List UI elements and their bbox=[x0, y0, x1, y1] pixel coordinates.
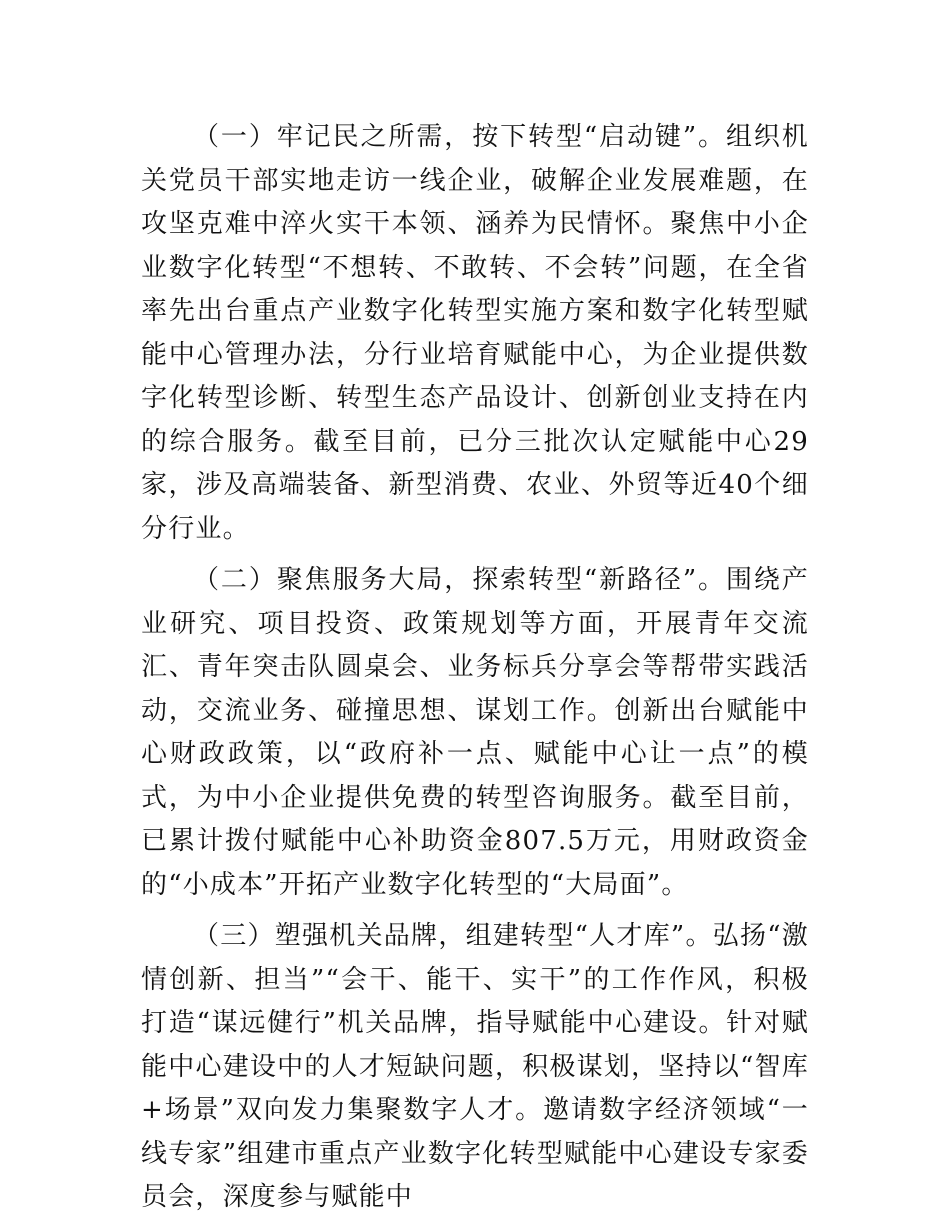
paragraph-2: （二）聚焦服务大局，探索转型“新路径”。围绕产业研究、项目投资、政策规划等方面，开展青年交流汇、青年突击队圆桌会、业务标兵分享会等帮带实践活动，交流业务、碰撞思想、谋划工作。创新出台赋能中心财政政策，以“政府补一点、赋能中心让一点”的模式，为中小企业提供免费的转型咨询服务。截至目前，已累计拨付赋能中心补助资金807.5万元，用财政资金的“小成本”开拓产业数字化转型的“大局面”。 bbox=[141, 565, 809, 900]
paragraph-1: （一）牢记民之所需，按下转型“启动键”。组织机关党员干部实地走访一线企业，破解企业发展难题，在攻坚克难中淬火实干本领、涵养为民情怀。聚焦中小企业数字化转型“不想转、不敢转、不会转”问题，在全省率先出台重点产业数字化转型实施方案和数字化转型赋能中心管理办法，分行业培育赋能中心，为企业提供数字化转型诊断、转型生态产品设计、创新创业支持在内的综合服务。截至目前，已分三批次认定赋能中心29家，涉及高端装备、新型消费、农业、外贸等近40个细分行业。 bbox=[141, 122, 809, 544]
document-body bbox=[141, 116, 809, 1220]
paragraph-3: （三）塑强机关品牌，组建转型“人才库”。弘扬“激情创新、担当”“会干、能干、实干”的工作作风，积极打造“谋远健行”机关品牌，指导赋能中心建设。针对赋能中心建设中的人才短缺问题，积极谋划，坚持以“智库+场景”双向发力集聚数字人才。邀请数字经济领域“一线专家”组建市重点产业数字化转型赋能中心建设专家委员会，深度参与赋能中 bbox=[141, 921, 809, 1212]
